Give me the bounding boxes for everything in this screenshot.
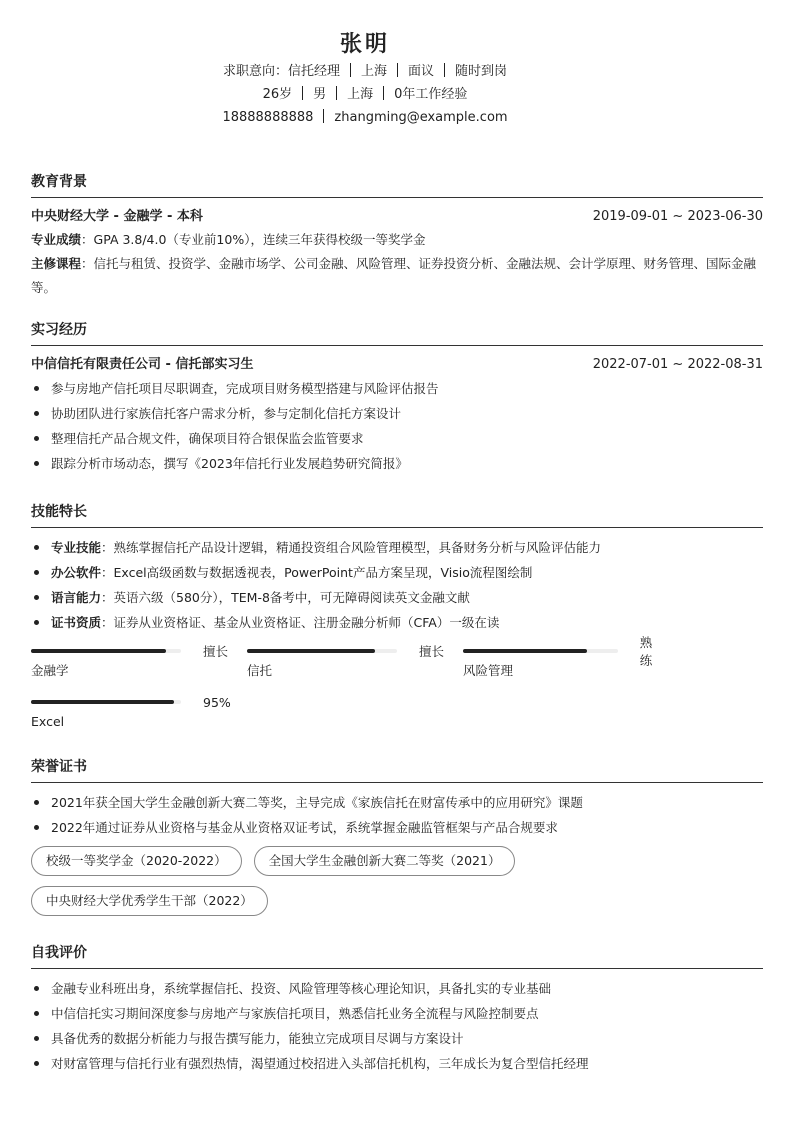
skill-text: ：证券从业资格证、基金从业资格证、注册金融分析师（CFA）一级在读 — [101, 615, 500, 630]
intent-availability: 随时到岗 — [455, 64, 508, 79]
skill-name: Excel — [31, 714, 65, 729]
list-item: 跟踪分析市场动态，撰写《2023年信托行业发展趋势研究简报》 — [31, 451, 763, 476]
divider — [323, 109, 324, 123]
skill-label: 证书资质 — [51, 615, 102, 630]
courses-text: ：信托与租赁、投资学、金融市场学、公司金融、风险管理、证券投资分析、金融法规、会计学原理、财务管理、国际金融等。 — [31, 256, 757, 295]
skill-label: 语言能力 — [51, 590, 102, 605]
phone[interactable]: 18888888888 — [222, 110, 314, 125]
list-item — [31, 535, 763, 560]
gender: 男 — [313, 87, 327, 102]
self-evaluation-section — [31, 943, 763, 1076]
list-item: 对财富管理与信托行业有强烈热情，渴望通过校招进入头部信托机构，三年成长为复合型信托经理 — [31, 1051, 763, 1076]
skill-fill — [463, 649, 587, 653]
divider — [444, 63, 445, 77]
skill-track — [463, 649, 618, 653]
skill-level: 擅长 — [419, 644, 445, 659]
self-evaluation-list — [31, 976, 763, 1076]
skill-label: 办公软件 — [51, 565, 102, 580]
skill-name: 信托 — [247, 663, 273, 678]
work-experience: 0年工作经验 — [394, 87, 468, 102]
intent-city: 上海 — [360, 64, 387, 79]
list-item: 2022年通过证券从业资格与基金从业资格双证考试，系统掌握金融监管框架与产品合规要求 — [31, 815, 763, 840]
courses-label: 主修课程 — [31, 256, 82, 271]
skill-bar-risk — [463, 635, 663, 681]
school-degree: 中央财经大学 - 金融学 - 本科 — [31, 209, 203, 224]
honor-tag: 全国大学生金融创新大赛二等奖（2021） — [254, 846, 516, 876]
skill-text: ：熟练掌握信托产品设计逻辑，精通投资组合风险管理模型，具备财务分析与风险评估能力 — [101, 540, 602, 555]
internship-row — [31, 353, 763, 376]
skill-track — [247, 649, 397, 653]
education-courses — [31, 252, 763, 300]
skill-level: 擅长 — [203, 644, 229, 659]
intent-salary: 面议 — [408, 64, 435, 79]
age: 26岁 — [262, 87, 293, 102]
skills-list — [31, 535, 763, 635]
job-intent-line — [0, 60, 763, 83]
skill-name: 金融学 — [31, 663, 69, 678]
skill-level: 熟练 — [639, 635, 653, 668]
skill-text: ：Excel高级函数与数据透视表，PowerPoint产品方案呈现，Visio流程图绘制 — [101, 565, 533, 580]
list-item: 具备优秀的数据分析能力与报告撰写能力，能独立完成项目尽调与方案设计 — [31, 1026, 763, 1051]
divider — [397, 63, 398, 77]
internship-section — [31, 320, 763, 476]
skill-fill — [31, 700, 174, 704]
company-role: 中信信托有限责任公司 - 信托部实习生 — [31, 357, 254, 372]
internship-list — [31, 376, 763, 476]
skill-label: 专业技能 — [51, 540, 102, 555]
list-item: 整理信托产品合规文件，确保项目符合银保监会监管要求 — [31, 426, 763, 451]
list-item: 2021年获全国大学生金融创新大赛二等奖，主导完成《家族信托在财富传承中的应用研究》课题 — [31, 790, 763, 815]
skill-bar-trust — [247, 641, 447, 681]
education-section — [31, 172, 763, 300]
honor-tags — [31, 846, 763, 926]
divider — [383, 86, 384, 100]
honors-section — [31, 757, 763, 926]
contact-line — [0, 106, 763, 129]
basic-info-line — [0, 83, 763, 106]
section-title: 教育背景 — [31, 172, 763, 198]
section-title: 技能特长 — [31, 502, 763, 528]
skill-level: 95% — [203, 694, 231, 710]
divider — [302, 86, 303, 100]
honor-tag: 中央财经大学优秀学生干部（2022） — [31, 886, 268, 916]
resume-page — [31, 0, 763, 1123]
skill-text: ：英语六级（580分），TEM-8备考中，可无障碍阅读英文金融文献 — [101, 590, 470, 605]
skill-fill — [247, 649, 375, 653]
section-title: 荣誉证书 — [31, 757, 763, 783]
honors-list — [31, 790, 763, 840]
section-title: 自我评价 — [31, 943, 763, 969]
internship-dates: 2022-07-01 ~ 2022-08-31 — [592, 357, 763, 372]
list-item — [31, 560, 763, 585]
email[interactable]: zhangming@example.com — [334, 110, 508, 125]
education-score — [31, 228, 763, 252]
job-intent: 求职意向：信托经理 — [222, 64, 340, 79]
section-title: 实习经历 — [31, 320, 763, 346]
location: 上海 — [347, 87, 374, 102]
skill-name: 风险管理 — [463, 663, 514, 678]
score-text: ：GPA 3.8/4.0（专业前10%），连续三年获得校级一等奖学金 — [81, 232, 426, 247]
skill-bars — [31, 635, 763, 741]
honor-tag: 校级一等奖学金（2020-2022） — [31, 846, 242, 876]
skill-bar-finance — [31, 641, 231, 681]
education-row — [31, 205, 763, 228]
list-item: 协助团队进行家族信托客户需求分析，参与定制化信托方案设计 — [31, 401, 763, 426]
skill-fill — [31, 649, 166, 653]
skills-section — [31, 502, 763, 741]
list-item: 参与房地产信托项目尽职调查，完成项目财务模型搭建与风险评估报告 — [31, 376, 763, 401]
skill-track — [31, 700, 181, 704]
resume-header — [31, 30, 763, 129]
skill-track — [31, 649, 181, 653]
skill-bar-excel — [31, 692, 231, 732]
score-label: 专业成绩 — [31, 232, 82, 247]
list-item: 金融专业科班出身，系统掌握信托、投资、风险管理等核心理论知识，具备扎实的专业基础 — [31, 976, 763, 1001]
list-item — [31, 610, 763, 635]
education-dates: 2019-09-01 ~ 2023-06-30 — [592, 209, 763, 224]
divider — [350, 63, 351, 77]
candidate-name: 张明 — [339, 32, 390, 57]
list-item: 中信信托实习期间深度参与房地产与家族信托项目，熟悉信托业务全流程与风险控制要点 — [31, 1001, 763, 1026]
divider — [336, 86, 337, 100]
list-item — [31, 585, 763, 610]
